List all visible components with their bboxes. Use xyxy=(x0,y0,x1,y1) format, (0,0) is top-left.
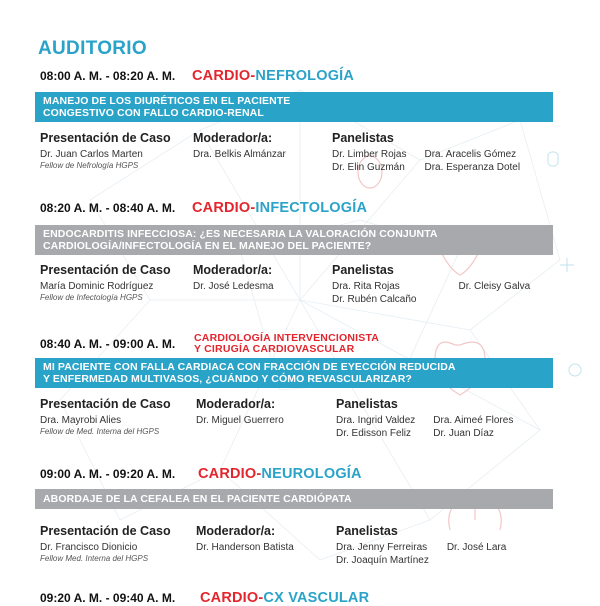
panelist: Dr. Cleisy Galva xyxy=(458,281,531,292)
moderator-name: Dra. Belkis Almánzar xyxy=(193,149,286,160)
moderator-column: Moderador/a: Dr. Handerson Batista xyxy=(196,524,294,553)
panelist: Dr. Edisson Feliz xyxy=(336,428,412,439)
session-time: 09:00 A. M. - 09:20 A. M. xyxy=(40,467,176,481)
presenter-name: Dr. Francisco Dionicio xyxy=(40,542,138,553)
presenter-note: Fellow de Med. Interna del HGPS xyxy=(40,427,160,436)
session-topic: CARDIO-INFECTOLOGÍA xyxy=(192,200,368,216)
panelist: Dra. Jenny Ferreiras xyxy=(336,542,428,553)
session-topic: CARDIO-NEFROLOGÍA xyxy=(192,68,355,84)
session-title-bar: ENDOCARDITIS INFECCIOSA: ¿ES NECESARIA LA VALORACIÓN CONJUNTA CARDIOLOGÍA/INFECTOLOGÍA EN EL MANEJO DEL PACIENTE? xyxy=(35,225,553,255)
presenter-name: Dr. Juan Carlos Marten xyxy=(40,149,143,160)
presenter-note: Fellow de Nefrología HGPS xyxy=(40,161,139,170)
session-header xyxy=(40,333,379,355)
moderator-column: Moderador/a: Dr. Miguel Guerrero xyxy=(196,397,284,426)
panelist: Dra. Aimeé Flores xyxy=(433,415,514,426)
presenter-note: Fellow de Infectología HGPS xyxy=(40,293,143,302)
moderator-name: Dr. Handerson Batista xyxy=(196,542,294,553)
presenter-name: María Dominic Rodríguez xyxy=(40,281,154,292)
presenter-note: Fellow Med. Interna del HGPS xyxy=(40,554,149,563)
session-title-bar: ABORDAJE DE LA CEFALEA EN EL PACIENTE CARDIÓPATA xyxy=(35,489,553,509)
presenter-name: Dra. Mayrobi Alies xyxy=(40,415,122,426)
panelist: Dr. José Lara xyxy=(446,542,507,553)
panelist xyxy=(447,554,506,567)
capsule-icon xyxy=(548,152,558,166)
session-time: 08:00 A. M. - 08:20 A. M. xyxy=(40,69,176,83)
moderator-column: Moderador/a: Dra. Belkis Almánzar xyxy=(193,131,286,160)
presentation-column: Presentación de Caso Dr. Juan Carlos Marten Fellow de Nefrología HGPS xyxy=(40,131,171,170)
panelist: Dr. Elin Guzmán xyxy=(332,162,405,173)
session-header xyxy=(40,590,369,606)
panelist: Dr. Juan Díaz xyxy=(433,428,494,439)
moderator-name: Dr. José Ledesma xyxy=(193,281,274,292)
panelist: Dr. Joaquín Martínez xyxy=(336,555,429,566)
session-title-bar: MANEJO DE LOS DIURÉTICOS EN EL PACIENTE CONGESTIVO CON FALLO CARDIO-RENAL xyxy=(35,92,553,122)
panelist: Dra. Rita Rojas xyxy=(332,281,400,292)
presentation-column: Presentación de Caso Dr. Francisco Dionicio Fellow Med. Interna del HGPS xyxy=(40,524,171,563)
presentation-column: Presentación de Caso María Dominic Rodríguez Fellow de Infectología HGPS xyxy=(40,263,171,302)
session-topic: CARDIO-CX VASCULAR xyxy=(200,590,370,606)
moderator-name: Dr. Miguel Guerrero xyxy=(196,415,284,426)
panelists-column: Panelistas Dra. Ingrid Valdez Dra. Aimeé Flores Dr. Edisson Feliz Dr. Juan Díaz xyxy=(336,397,514,439)
session-time: 09:20 A. M. - 09:40 A. M. xyxy=(40,591,176,605)
session-time: 08:40 A. M. - 09:00 A. M. xyxy=(40,337,176,351)
session-header xyxy=(40,466,362,482)
dot-icon xyxy=(569,364,581,376)
panelist: Dra. Ingrid Valdez xyxy=(336,415,416,426)
presentation-column: Presentación de Caso Dra. Mayrobi Alies Fellow de Med. Interna del HGPS xyxy=(40,397,171,436)
panelist: Dr. Rubén Calcaño xyxy=(332,294,417,305)
panelist: Dra. Aracelis Gómez xyxy=(424,149,517,160)
session-title-bar: MI PACIENTE CON FALLA CARDIACA CON FRACCIÓN DE EYECCIÓN REDUCIDA Y ENFERMEDAD MULTIVASOS, ¿CUÁNDO Y CÓMO REVASCULARIZAR? xyxy=(35,358,553,388)
cross-icon xyxy=(560,258,574,272)
session-time: 08:20 A. M. - 08:40 A. M. xyxy=(40,201,176,215)
page-title: AUDITORIO xyxy=(38,38,147,59)
panelist xyxy=(459,293,531,306)
panelists-column: Panelistas Dra. Rita Rojas Dr. Cleisy Galva Dr. Rubén Calcaño xyxy=(332,263,531,305)
session-header xyxy=(40,68,354,84)
panelist: Dr. Limber Rojas xyxy=(332,149,407,160)
panelists-column: Panelistas Dr. Limber Rojas Dra. Aracelis Gómez Dr. Elin Guzmán Dra. Esperanza Dotel xyxy=(332,131,521,173)
panelist: Dra. Esperanza Dotel xyxy=(424,162,521,173)
session-topic: CARDIOLOGÍA INTERVENCIONISTA Y CIRUGÍA CARDIOVASCULAR xyxy=(194,332,380,355)
panelists-column: Panelistas Dra. Jenny Ferreiras Dr. José Lara Dr. Joaquín Martínez xyxy=(336,524,507,566)
session-header xyxy=(40,200,367,216)
moderator-column: Moderador/a: Dr. José Ledesma xyxy=(193,263,274,292)
session-topic: CARDIO-NEUROLOGÍA xyxy=(198,466,362,482)
